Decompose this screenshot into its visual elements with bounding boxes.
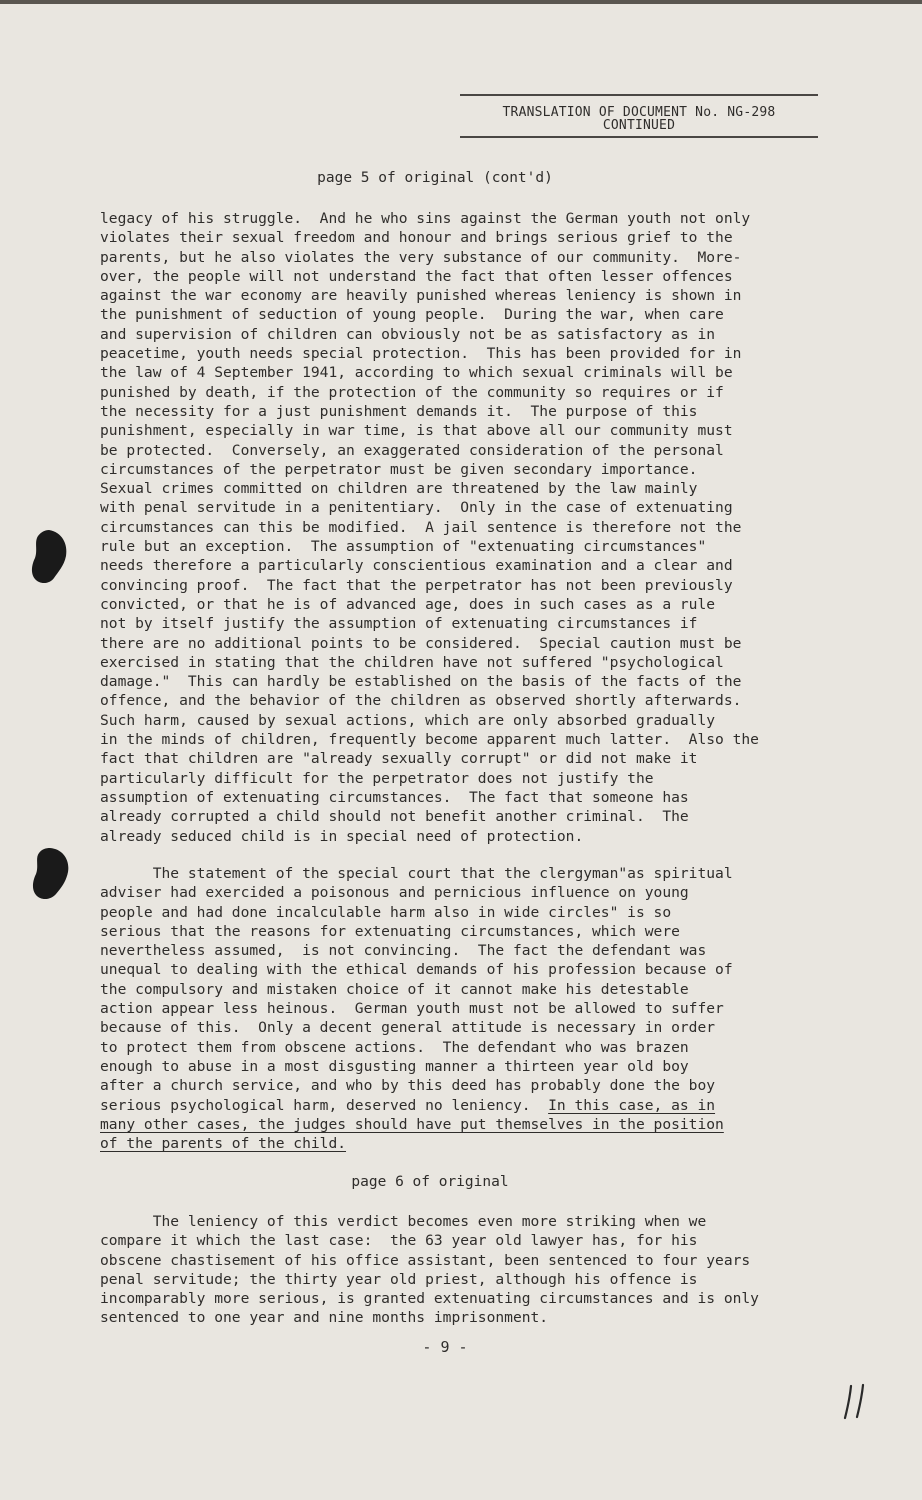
text-line: circumstances of the perpetrator must be given secondary importance.	[100, 460, 698, 478]
text-line: action appear less heinous. German youth must not be allowed to suffer	[100, 1000, 724, 1018]
text-line: fact that children are "already sexually corrupt" or did not make it	[100, 750, 698, 768]
underlined-text: In this case, as in	[548, 1096, 716, 1114]
text-line	[100, 1096, 830, 1115]
text-line: Sexual crimes committed on children are threatened by the law mainly	[100, 480, 698, 498]
text-line: adviser had exercided a poisonous and pernicious influence on young	[100, 884, 689, 902]
text-line: people and had done incalculable harm also in wide circles" is so	[100, 903, 672, 921]
text-line: exercised in stating that the children have not suffered "psychological	[100, 653, 724, 671]
text-line: offence, and the behavior of the children as observed shortly afterwards.	[100, 692, 742, 710]
text-line: nevertheless assumed, is not convincing. The fact the defendant was	[100, 942, 707, 960]
paragraph-1	[100, 209, 830, 846]
text-line: penal servitude; the thirty year old priest, although his offence is	[100, 1270, 698, 1288]
text-line: and supervision of children can obviously not be as satisfactory as in	[100, 325, 716, 343]
underlined-text: of the parents of the child.	[100, 1135, 347, 1153]
text-line	[100, 1115, 830, 1134]
text-segment: serious psychological harm, deserved no leniency.	[100, 1096, 531, 1114]
text-line: assumption of extenuating circumstances. The fact that someone has	[100, 788, 689, 806]
text-line: there are no additional points to be considered. Special caution must be	[100, 634, 742, 652]
text-line: convicted, or that he is of advanced age, does in such cases as a rule	[100, 595, 716, 613]
text-line	[100, 1134, 830, 1153]
text-line: incomparably more serious, is granted extenuating circumstances and is only	[100, 1290, 759, 1308]
text-line: serious that the reasons for extenuating circumstances, which were	[100, 922, 680, 940]
page-marker-original-6: page 6 of original	[351, 1174, 509, 1190]
text-line: in the minds of children, frequently become apparent much latter. Also the	[100, 731, 759, 749]
text-line: the punishment of seduction of young people. During the war, when care	[100, 306, 724, 324]
text-line: after a church service, and who by this deed has probably done the boy	[100, 1077, 716, 1095]
text-line: parents, but he also violates the very substance of our community. More-	[100, 248, 742, 266]
text-line: peacetime, youth needs special protection. This has been provided for in	[100, 345, 742, 363]
text-line: to protect them from obscene actions. The defendant who was brazen	[100, 1038, 689, 1056]
page-marker-original-5: page 5 of original (cont'd)	[317, 170, 553, 186]
text-line: sentenced to one year and nine months imprisonment.	[100, 1309, 549, 1327]
text-line: against the war economy are heavily punished whereas leniency is shown in	[100, 287, 742, 305]
paragraph-2	[100, 864, 830, 1153]
text-line: particularly difficult for the perpetrator does not justify the	[100, 769, 654, 787]
text-line: be protected. Conversely, an exaggerated consideration of the personal	[100, 441, 724, 459]
text-line: needs therefore a particularly conscientious examination and a clear and	[100, 557, 733, 575]
text-line: with penal servitude in a penitentiary. Only in the case of extenuating	[100, 499, 733, 517]
text-line: obscene chastisement of his office assistant, been sentenced to four years	[100, 1251, 751, 1269]
text-line: circumstances can this be modified. A jail sentence is therefore not the	[100, 518, 742, 536]
text-line: damage." This can hardly be established on the basis of the facts of the	[100, 673, 742, 691]
punch-hole-bottom	[28, 846, 72, 902]
text-line: the compulsory and mistaken choice of it cannot make his detestable	[100, 980, 689, 998]
text-line: punished by death, if the protection of the community so requires or if	[100, 383, 724, 401]
punch-hole-top	[28, 528, 70, 586]
text-line: convincing proof. The fact that the perpetrator has not been previously	[100, 576, 733, 594]
text-line: rule but an exception. The assumption of "extenuating circumstances"	[100, 538, 707, 556]
text-line: already corrupted a child should not benefit another criminal. The	[100, 808, 689, 826]
text-line: over, the people will not understand the fact that often lesser offences	[100, 267, 733, 285]
text-line: The leniency of this verdict becomes even more striking when we	[100, 1213, 707, 1230]
text-line: the law of 4 September 1941, according to which sexual criminals will be	[100, 364, 733, 382]
scan-top-edge	[0, 0, 922, 4]
text-line: The statement of the special court that the clergyman"as spiritual	[100, 865, 733, 882]
text-line: violates their sexual freedom and honour and brings serious grief to the	[100, 229, 733, 247]
handwritten-page-mark	[842, 1382, 872, 1422]
text-line: Such harm, caused by sexual actions, which are only absorbed gradually	[100, 711, 716, 729]
text-line: punishment, especially in war time, is that above all our community must	[100, 422, 733, 440]
paragraph-3	[100, 1212, 830, 1328]
header-title: TRANSLATION OF DOCUMENT No. NG-298	[502, 105, 776, 120]
text-line: already seduced child is in special need of protection.	[100, 827, 584, 845]
text-line: enough to abuse in a most disgusting manner a thirteen year old boy	[100, 1057, 689, 1075]
text-line: unequal to dealing with the ethical demands of his profession because of	[100, 961, 733, 979]
text-line: compare it which the last case: the 63 year old lawyer has, for his	[100, 1232, 698, 1250]
page-number: - 9 -	[422, 1338, 468, 1356]
text-line: because of this. Only a decent general attitude is necessary in order	[100, 1019, 716, 1037]
text-line: legacy of his struggle. And he who sins against the German youth not only	[100, 210, 751, 227]
document-header	[460, 94, 818, 138]
text-line: not by itself justify the assumption of extenuating circumstances if	[100, 615, 698, 633]
underlined-text: many other cases, the judges should have put themselves in the position	[100, 1115, 724, 1133]
text-line: the necessity for a just punishment demands it. The purpose of this	[100, 402, 698, 420]
header-subtitle: CONTINUED	[602, 118, 676, 133]
